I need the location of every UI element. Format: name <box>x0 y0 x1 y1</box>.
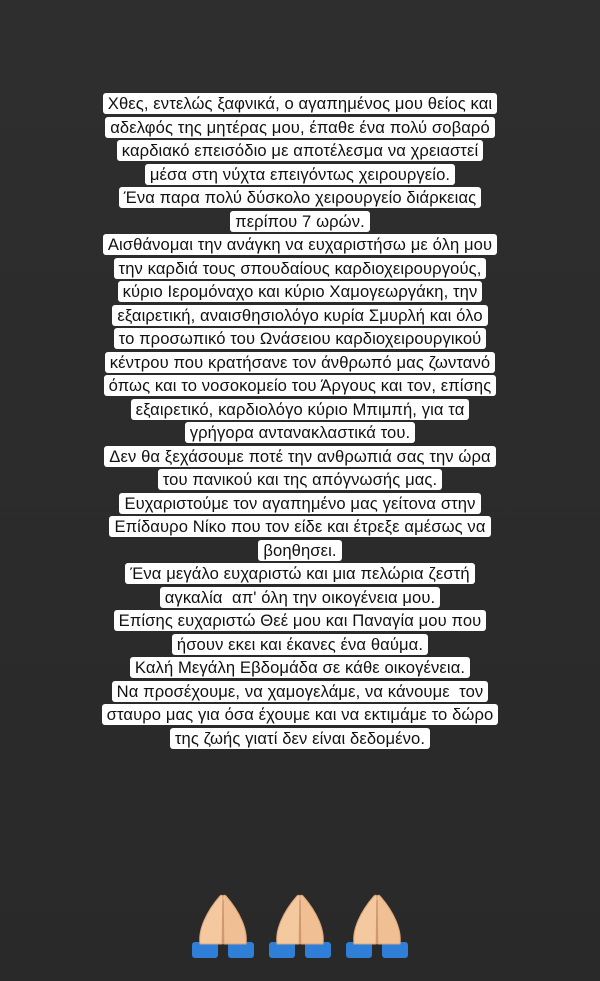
story-line: Επίσης ευχαριστώ Θεέ μου και Παναγία μου που <box>114 609 487 633</box>
story-line: Ευχαριστούμε τον αγαπημένο μας γείτονα στην <box>119 492 480 516</box>
story-line: του πανικού και της απόγνωσής μας. <box>158 468 442 492</box>
story-line: περίπου 7 ωρών. <box>230 210 370 234</box>
story-line: κύριο Ιερομόναχο και κύριο Χαμογεωργάκη, την <box>118 280 483 304</box>
story-line: σταυρο μας για όσα έχουμε και να εκτιμάμε το δώρο <box>102 703 499 727</box>
story-line: Να προσέχουμε, να χαμογελάμε, να κάνουμε τον <box>112 680 489 704</box>
story-line: εξαιρετική, αναισθησιολόγο κυρία Σμυρλή και όλο <box>112 304 487 328</box>
story-line: την καρδιά τους σπουδαίους καρδιοχειρουργούς, <box>114 257 487 281</box>
story-line: Καλή Μεγάλη Εβδομάδα σε κάθε οικογένεια. <box>130 656 470 680</box>
story-line: καρδιακό επεισόδιο με αποτέλεσμα να χρειαστεί <box>117 139 483 163</box>
story-line: το προσωπικό του Ωνάσειου καρδιοχειρουργικού <box>114 327 487 351</box>
story-line: γρήγορα αντανακλαστικά του. <box>185 421 415 445</box>
story-line: Ένα παρα πολύ δύσκολο χειρουργείο διάρκειας <box>119 186 482 210</box>
story-line: Ένα μεγάλο ευχαριστώ και μια πελώρια ζεστή <box>125 562 474 586</box>
folded-hands-icon <box>338 890 416 962</box>
folded-hands-icon <box>261 890 339 962</box>
story-line: βοηθησει. <box>258 539 341 563</box>
story-line: Επίδαυρο Νίκο που τον είδε και έτρεξε αμέσως να <box>109 515 490 539</box>
story-line: αδελφός της μητέρας μου, έπαθε ένα πολύ σοβαρό <box>105 116 495 140</box>
story-line: κέντρου που κρατήσανε τον άνθρωπό μας ζωντανό <box>105 351 495 375</box>
story-line: μέσα στη νύχτα επειγόντως χειρουργείο. <box>145 163 455 187</box>
emoji-row <box>0 890 600 965</box>
story-line: εξαιρετικό, καρδιολόγο κύριο Μπιμπή, για τα <box>131 398 470 422</box>
story-line: ήσουν εκει και έκανες ένα θαύμα. <box>172 633 428 657</box>
story-line: Χθες, εντελώς ξαφνικά, ο αγαπημένος μου θείος και <box>103 92 497 116</box>
story-line: Αισθάνομαι την ανάγκη να ευχαριστήσω με όλη μου <box>103 233 497 257</box>
story-line: Δεν θα ξεχάσουμε ποτέ την ανθρωπιά σας την ώρα <box>104 445 495 469</box>
story-line: της ζωής γιατί δεν είναι δεδομένο. <box>170 727 430 751</box>
story-text-block <box>0 92 600 750</box>
story-line: αγκαλία απ' όλη την οικογένεια μου. <box>160 586 441 610</box>
folded-hands-icon <box>184 890 262 962</box>
story-line: όπως και το νοσοκομείο του Άργους και τον, επίσης <box>104 374 497 398</box>
